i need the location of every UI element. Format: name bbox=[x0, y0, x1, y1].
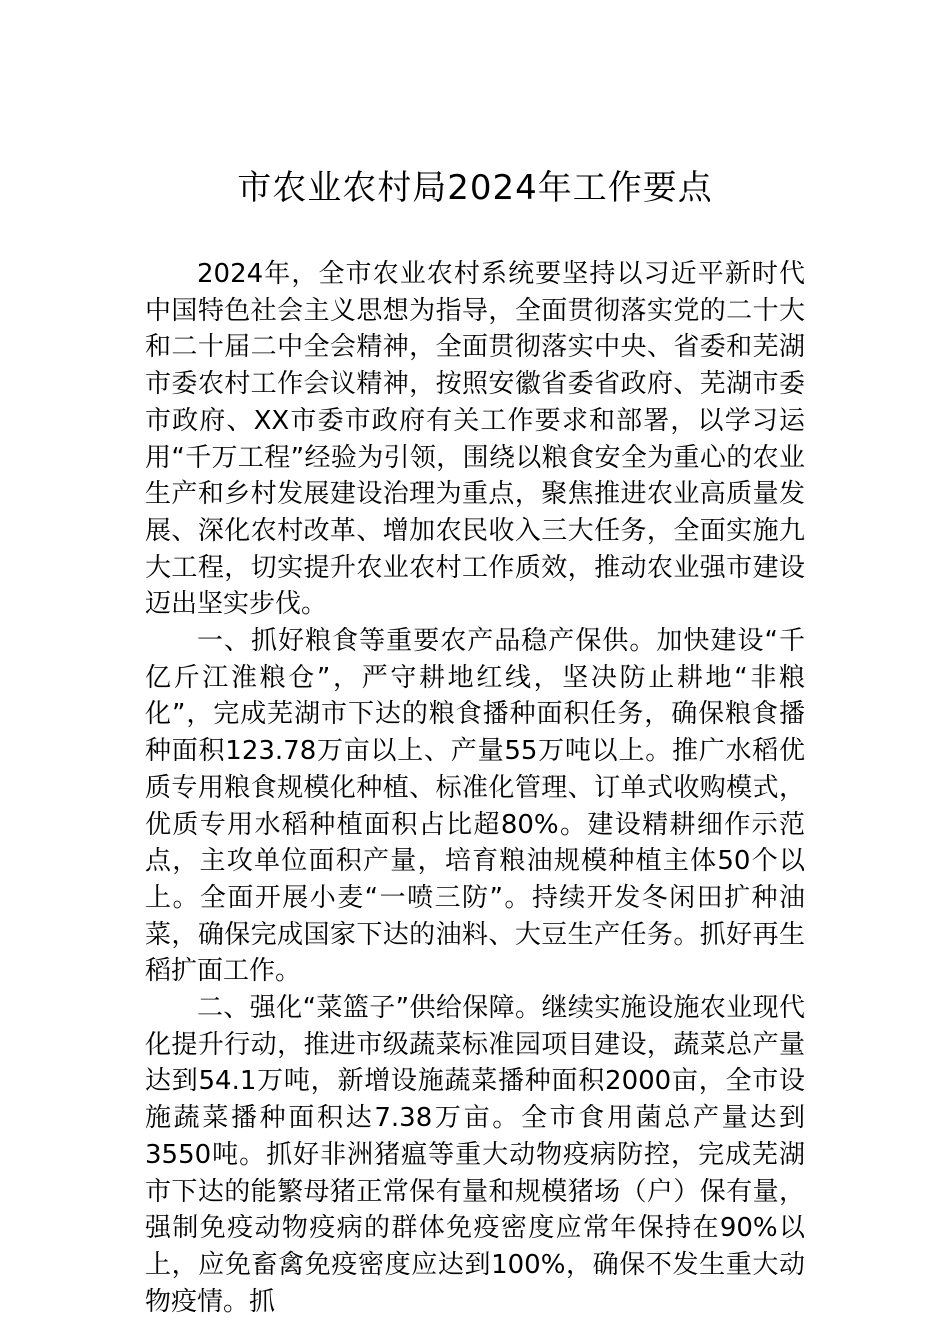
document-body bbox=[145, 256, 805, 1320]
document-title: 市农业农村局2024年工作要点 bbox=[237, 168, 713, 208]
paragraph-section-2: 二、强化“菜篮子”供给保障。继续实施设施农业现代化提升行动，推进市级蔬菜标准园项目建设，蔬菜总产量达到54.1万吨，新增设施蔬菜播种面积2000亩，全市设施蔬菜播种面积达7.38万亩。全市食用菌总产量达到3550吨。抓好非洲猪瘟等重大动物疫病防控，完成芜湖市下达的能繁母猪正常保有量和规模猪场（户）保有量，强制免疫动物疫病的群体免疫密度应常年保持在90%以上，应免畜禽免疫密度应达到100%，确保不发生重大动物疫情。抓 bbox=[145, 993, 805, 1317]
paragraph-intro: 2024年，全市农业农村系统要坚持以习近平新时代中国特色社会主义思想为指导，全面贯彻落实党的二十大和二十届二中全会精神，全面贯彻落实中央、省委和芜湖市委农村工作会议精神，按照安徽省委省政府、芜湖市委市政府、XX市委市政府有关工作要求和部署，以学习运用“千万工程”经验为引领，围绕以粮食安全为重心的农业生产和乡村发展建设治理为重点，聚焦推进农业高质量发展、深化农村改革、增加农民收入三大任务，全面实施九大工程，切实提升农业农村工作质效，推动农业强市建设迈出坚实步伐。 bbox=[145, 259, 805, 620]
paragraph-section-1: 一、抓好粮食等重要农产品稳产保供。加快建设“千亿斤江淮粮仓”，严守耕地红线，坚决防止耕地“非粮化”，完成芜湖市下达的粮食播种面积任务，确保粮食播种面积123.78万亩以上、产量55万吨以上。推广水稻优质专用粮食规模化种植、标准化管理、订单式收购模式，优质专用水稻种植面积占比超80%。建设精耕细作示范点，主攻单位面积产量，培育粮油规模种植主体50个以上。全面开展小麦“一喷三防”。持续开发冬闲田扩种油菜，确保完成国家下达的油料、大豆生产任务。抓好再生稻扩面工作。 bbox=[145, 626, 805, 987]
